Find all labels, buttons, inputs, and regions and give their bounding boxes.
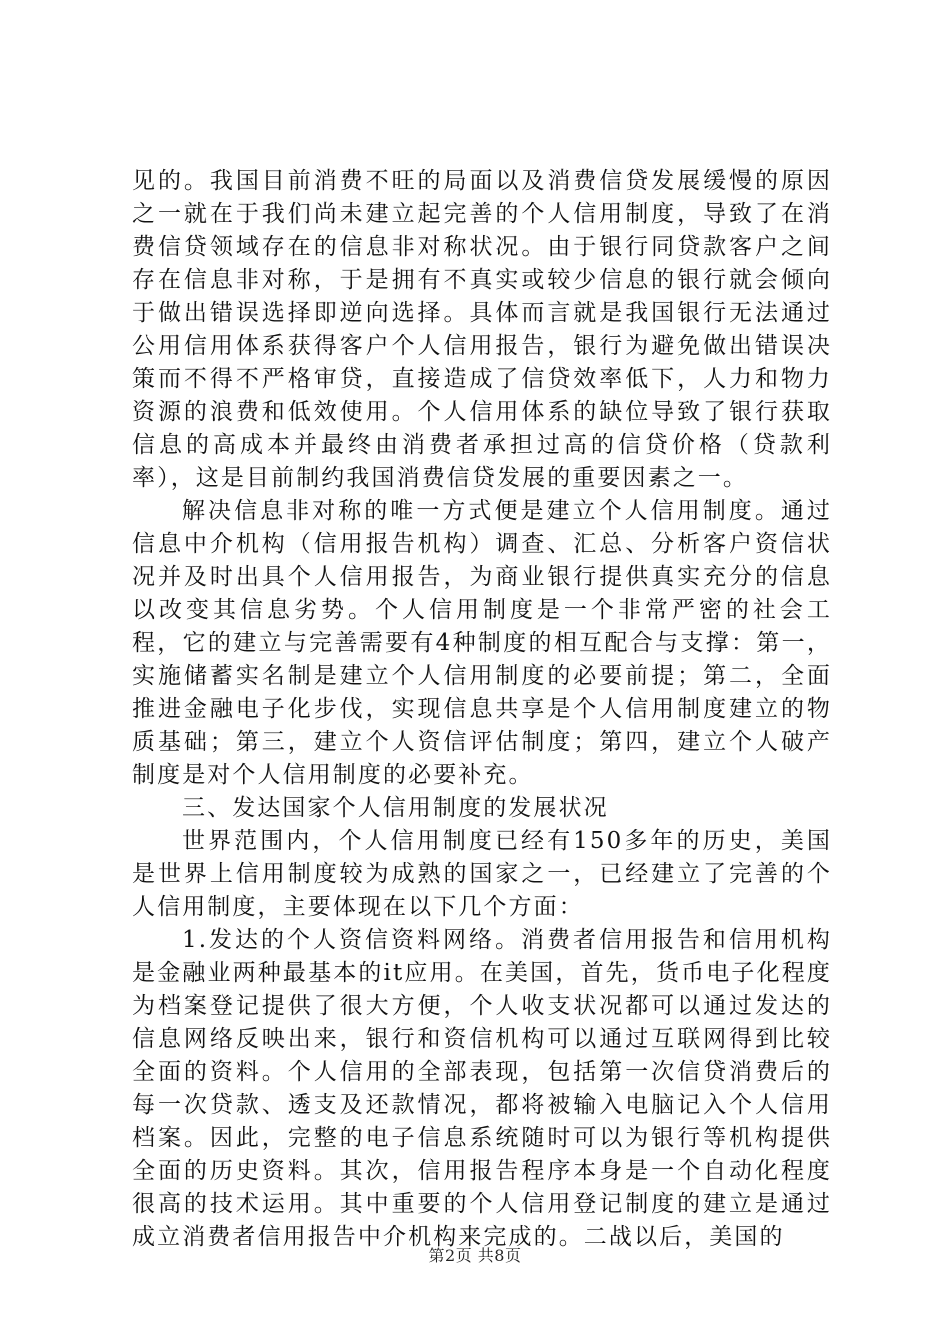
section-heading: 三、发达国家个人信用制度的发展状况 bbox=[182, 795, 609, 821]
body-text bbox=[132, 165, 832, 1254]
paragraph-world-history: 世界范围内，个人信用制度已经有150多年的历史，美国是世界上信用制度较为成熟的国家之一，已经建立了完善的个人信用制度，主要体现在以下几个方面： bbox=[132, 828, 832, 920]
page-footer: 第2页 共8页 bbox=[428, 1246, 522, 1265]
paragraph-solution: 解决信息非对称的唯一方式便是建立个人信用制度。通过信息中介机构（信用报告机构）调查、汇总、分析客户资信状况并及时出具个人信用报告，为商业银行提供真实充分的信息以改变其信息劣势。个人信用制度是一个非常严密的社会工程，它的建立与完善需要有4种制度的相互配合与支撑：第一，实施储蓄实名制是建立个人信用制度的必要前提；第二，全面推进金融电子化步伐，实现信息共享是个人信用制度建立的物质基础；第三，建立个人资信评估制度；第四，建立个人破产制度是对个人信用制度的必要补充。 bbox=[132, 498, 832, 788]
paragraph-credit-network: 1.发达的个人资信资料网络。消费者信用报告和信用机构是金融业两种最基本的it应用。在美国，首先，货币电子化程度为档案登记提供了很大方便，个人收支状况都可以通过发达的信息网络反映出来，银行和资信机构可以通过互联网得到比较全面的资料。个人信用的全部表现，包括第一次信贷消费后的每一次贷款、透支及还款情况，都将被输入电脑记入个人信用档案。因此，完整的电子信息系统随时可以为银行等机构提供全面的历史资料。其次，信用报告程序本身是一个自动化程度很高的技术运用。其中重要的个人信用登记制度的建立是通过成立消费者信用报告中介机构来完成的。二战以后，美国的 bbox=[132, 927, 832, 1250]
paragraph-continuation: 见的。我国目前消费不旺的局面以及消费信贷发展缓慢的原因之一就在于我们尚未建立起完善的个人信用制度，导致了在消费信贷领域存在的信息非对称状况。由于银行同贷款客户之间存在信息非对称，于是拥有不真实或较少信息的银行就会倾向于做出错误选择即逆向选择。具体而言就是我国银行无法通过公用信用体系获得客户个人信用报告，银行为避免做出错误决策而不得不严格审贷，直接造成了信贷效率低下，人力和物力资源的浪费和低效使用。个人信用体系的缺位导致了银行获取信息的高成本并最终由消费者承担过高的信贷价格（贷款利率），这是目前制约我国消费信贷发展的重要因素之一。 bbox=[132, 168, 832, 491]
